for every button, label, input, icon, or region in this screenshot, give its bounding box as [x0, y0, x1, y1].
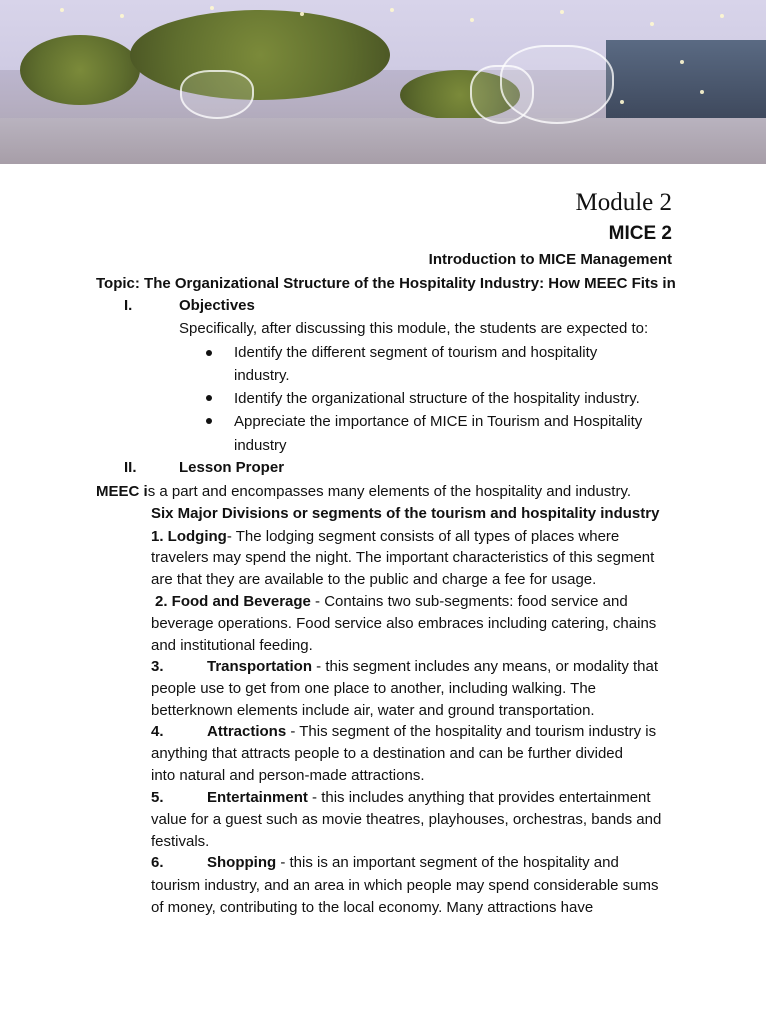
segment-label: Entertainment: [207, 789, 308, 806]
course-title: MICE 2: [608, 223, 672, 244]
segment-text: - this includes anything that provides entertainment: [307, 789, 651, 806]
segment-attractions: [207, 722, 656, 742]
segment-shopping: [207, 853, 619, 873]
segment-label: Shopping: [207, 854, 277, 871]
segment-number: 4.: [151, 723, 164, 740]
segment-number: 3.: [151, 658, 164, 675]
objective-item: Appreciate the importance of MICE in Tourism and Hospitality: [234, 413, 643, 430]
objective-item-cont: industry: [234, 437, 287, 454]
segment-text: - This segment of the hospitality and tourism industry is: [286, 723, 657, 740]
segment-number: 6.: [151, 854, 164, 871]
segment-text: - The lodging segment consists of all types of places where: [226, 528, 620, 545]
meec-text: s a part and encompasses many elements of the hospitality and industry.: [147, 483, 632, 500]
segment-food-beverage: [155, 592, 628, 612]
objectives-intro: Specifically, after discussing this module, the students are expected to:: [179, 320, 649, 337]
divisions-heading: Six Major Divisions or segments of the tourism and hospitality industry: [151, 505, 660, 522]
segment-label: 1. Lodging: [151, 528, 227, 545]
segment-text-line: people use to get from one place to another, including walking. The: [151, 680, 597, 697]
meec-paragraph: [96, 482, 631, 502]
section-numeral-1: I.: [124, 297, 133, 314]
segment-entertainment: [207, 788, 651, 808]
bullet-icon: [206, 350, 212, 356]
segment-text-line: beverage operations. Food service also embraces including catering, chains: [151, 615, 657, 632]
segment-text: - this is an important segment of the hospitality and: [276, 854, 619, 871]
segment-label: 2. Food and Beverage: [155, 593, 311, 610]
segment-text-line: value for a guest such as movie theatres, playhouses, orchestras, bands and: [151, 811, 662, 828]
segment-text-line: betterknown elements include air, water and ground transportation.: [151, 702, 595, 719]
lesson-heading: Lesson Proper: [179, 459, 285, 476]
objective-item: Identify the different segment of tourism and hospitality: [234, 344, 598, 361]
segment-text: - Contains two sub-segments: food service and: [310, 593, 628, 610]
segment-label: Attractions: [207, 723, 287, 740]
topic-line: Topic: The Organizational Structure of the Hospitality Industry: How MEEC Fits in: [96, 275, 676, 292]
segment-transportation: [207, 657, 658, 677]
objectives-heading: Objectives: [179, 297, 255, 314]
module-subtitle: Introduction to MICE Management: [428, 251, 672, 268]
objective-item: Identify the organizational structure of the hospitality industry.: [234, 390, 640, 407]
bullet-icon: [206, 418, 212, 424]
segment-text-line: festivals.: [151, 833, 210, 850]
segment-number: 5.: [151, 789, 164, 806]
segment-lodging: [151, 527, 619, 547]
segment-text-line: anything that attracts people to a destination and can be further divided: [151, 745, 623, 762]
module-title: Module 2: [575, 189, 672, 216]
section-numeral-2: II.: [124, 459, 137, 476]
segment-text-line: and institutional feeding.: [151, 637, 313, 654]
segment-text-line: of money, contributing to the local economy. Many attractions have: [151, 899, 594, 916]
segment-text: - this segment includes any means, or modality that: [312, 658, 659, 675]
segment-text-line: tourism industry, and an area in which people may spend considerable sums: [151, 877, 659, 894]
segment-text-line: into natural and person-made attractions.: [151, 767, 425, 784]
meec-label: MEEC i: [96, 483, 148, 500]
bullet-icon: [206, 395, 212, 401]
segment-text-line: travelers may spend the night. The important characteristics of this segment: [151, 549, 655, 566]
segment-label: Transportation: [207, 658, 313, 675]
objective-item-cont: industry.: [234, 367, 290, 384]
segment-text-line: are that they are available to the public and charge a fee for usage.: [151, 571, 597, 588]
